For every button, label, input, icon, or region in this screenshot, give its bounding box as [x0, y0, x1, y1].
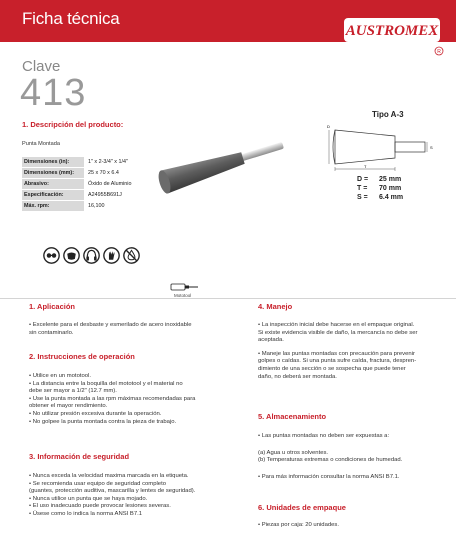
austromex-logo: [342, 14, 446, 58]
spec-row: Abrasivo: Óxido de Aluminio: [22, 179, 190, 190]
respirator-icon: [63, 247, 80, 264]
svg-text:R: R: [437, 49, 441, 55]
spec-row: Especificación: A24955B691J: [22, 190, 190, 201]
page-title: Ficha técnica: [22, 9, 120, 28]
gloves-icon: [103, 247, 120, 264]
aplicacion-text: • Excelente para el desbaste y esmerilado de acero inoxidable sin contaminarlo.: [29, 322, 192, 336]
clave-number: 413: [20, 72, 87, 114]
product-subtitle: Punta Montada: [22, 141, 60, 147]
goggles-icon: [43, 247, 60, 264]
spec-row: Dimensiones (mm): 25 x 70 x 6.4: [22, 168, 190, 179]
section-divider: [0, 298, 456, 299]
clave-label: Clave: [22, 58, 61, 75]
section-empaque-title: 6. Unidades de empaque: [258, 503, 346, 512]
manejo-text: • La inspección inicial debe hacerse en el empaque original. Si existe evidencia visible de daño, la mercancía no debe ser aceptada. • Maneje las puntas montadas con precaución para prevenir golpes o caídas. Si una punta sufre caída, fractura, despren- dimiento de una sección o se sospecha que puede tener daño, no deberá ser montada.: [258, 322, 418, 380]
empaque-text: • Piezas por caja: 20 unidades.: [258, 522, 339, 528]
svg-text:T: T: [364, 164, 367, 169]
no-water-icon: [123, 247, 140, 264]
dimensions-list: [357, 175, 403, 202]
point-diagram: [327, 118, 437, 178]
mounted-point-image: [150, 125, 290, 200]
diagram-title: Tipo A-3: [372, 110, 404, 119]
section-manejo-title: 4. Manejo: [258, 302, 293, 311]
dimension-row: D = 25 mm: [357, 176, 402, 183]
spec-row: Dimensiones (in): 1" x 2-3/4" x 1/4": [22, 157, 190, 168]
section-instrucciones-title: 2. Instrucciones de operación: [29, 352, 135, 361]
dimension-row: S = 6.4 mm: [357, 194, 404, 201]
ear-protection-icon: [83, 247, 100, 264]
safety-icons: [43, 247, 140, 264]
section-aplicacion-title: 1. Aplicación: [29, 302, 75, 311]
almacenamiento-text: • Las puntas montadas no deben ser expuestas a: (a) Agua u otros solventes. (b) Temperaturas extremas o condiciones de humedad. • Para más información consultar la norma ANSI B7.1.: [258, 433, 403, 480]
section-seguridad-title: 3. Información de seguridad: [29, 452, 130, 461]
svg-text:D: D: [327, 124, 330, 129]
section-almacenamiento-title: 5. Almacenamiento: [258, 412, 327, 421]
svg-text:S: S: [430, 145, 433, 150]
mototool-label: Mototool: [174, 293, 192, 298]
spec-row: Máx. rpm: 16,100: [22, 201, 190, 212]
dimension-row: T = 70 mm: [357, 185, 402, 192]
brand-text: AUSTROMEX: [345, 23, 439, 39]
instrucciones-text: • Utilice en un mototool. • La distancia entre la boquilla del mototool y el material no debe ser mayor a 1/2" (12.7 mm). • Use la punta montada a las rpm máximas recomendadas para obtener el mayor rendimiento. • No utilizar presión excesiva durante la operación. • No golpee la punta montada contra la pieza de trabajo.: [29, 373, 196, 425]
section-descripcion-title: 1. Descripción del producto:: [22, 120, 124, 129]
seguridad-text: • Nunca exceda la velocidad maxima marcada en la etiqueta. • Se recomienda usar equipo de seguridad completo (guantes, protección auditiva, mascarilla y lentes de seguridad). • Nunca utilice un punta que se haya mojado. • El uso inadecuado puede provocar lesiones severas. • Úsese como lo indica la norma ANSI B7.1: [29, 473, 196, 517]
